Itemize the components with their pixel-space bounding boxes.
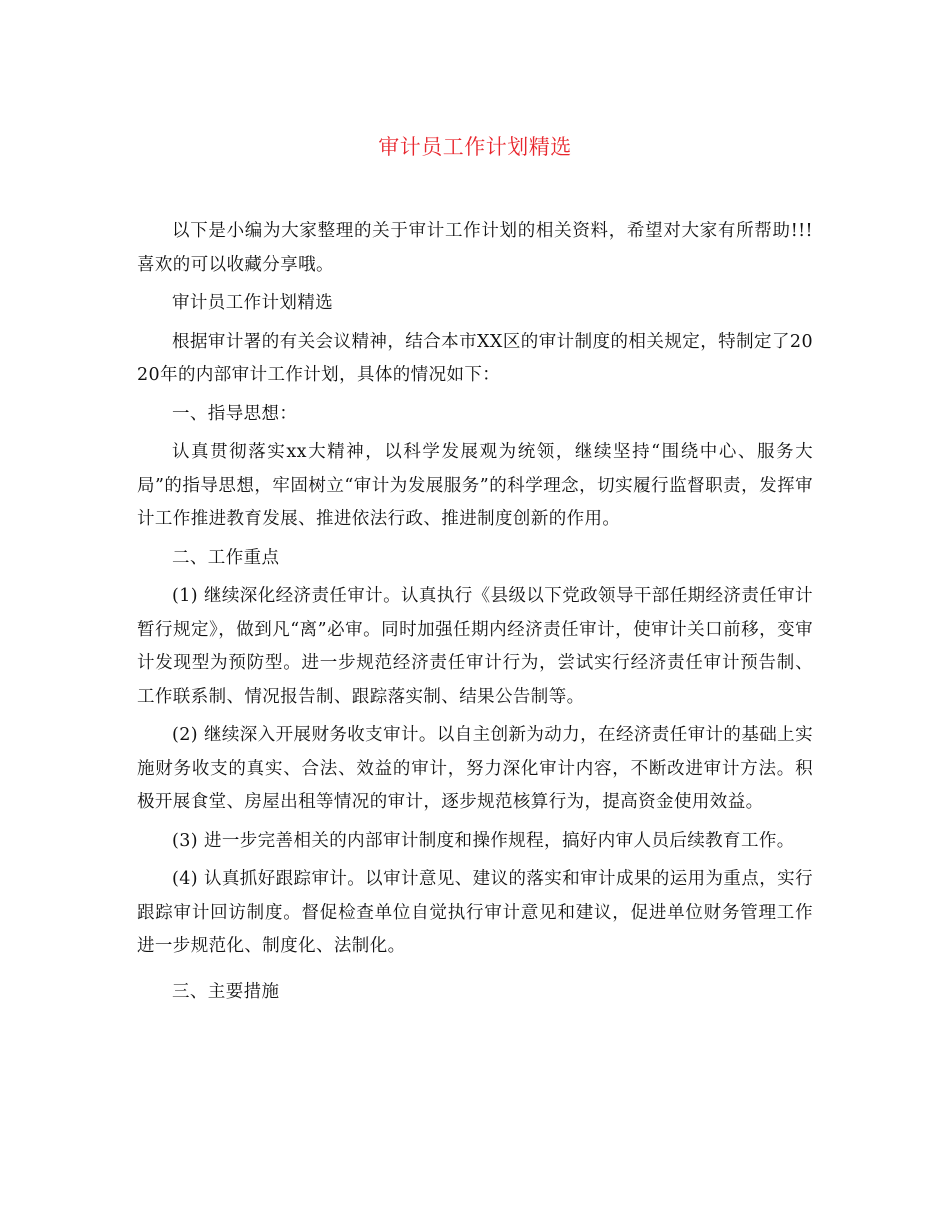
intro-paragraph: 以下是小编为大家整理的关于审计工作计划的相关资料，希望对大家有所帮助!!!喜欢的可以收藏分享哦。 [137,221,813,275]
section-heading-work-focus: 二、工作重点 [172,547,280,568]
work-focus-item-4: (4) 认真抓好跟踪审计。以审计意见、建议的落实和审计成果的运用为重点，实行跟踪审计回访制度。督促检查单位自觉执行审计意见和建议，促进单位财务管理工作进一步规范化、制度化、法制化。 [137,869,813,956]
section-heading-guiding-thought: 一、指导思想： [172,403,298,424]
document-body [137,215,813,1014]
document-title: 审计员工作计划精选 [378,135,572,159]
work-focus-item-3: (3) 进一步完善相关的内部审计制度和操作规程，搞好内审人员后续教育工作。 [172,830,795,851]
background-paragraph: 根据审计署的有关会议精神，结合本市XX区的审计制度的相关规定，特制定了2020年的内部审计工作计划，具体的情况如下： [137,331,813,385]
subtitle-paragraph: 审计员工作计划精选 [172,293,334,313]
guiding-thought-paragraph: 认真贯彻落实xx大精神，以科学发展观为统领，继续坚持“围绕中心、服务大局”的指导思想，牢固树立“审计为发展服务”的科学理念，切实履行监督职责，发挥审计工作推进教育发展、推进依法行政、推进制度创新的作用。 [137,442,813,529]
work-focus-item-2: (2) 继续深入开展财务收支审计。以自主创新为动力，在经济责任审计的基础上实施财务收支的真实、合法、效益的审计，努力深化审计内容，不断改进审计方法。积极开展食堂、房屋出租等情况的审计，逐步规范核算行为，提高资金使用效益。 [137,725,813,812]
work-focus-item-1: (1) 继续深化经济责任审计。认真执行《县级以下党政领导干部任期经济责任审计暂行规定》，做到凡“离”必审。同时加强任期内经济责任审计，使审计关口前移，变审计发现型为预防型。进一步规范经济责任审计行为，尝试实行经济责任审计预告制、工作联系制、情况报告制、跟踪落实制、结果公告制等。 [137,586,813,707]
section-heading-main-measures: 三、主要措施 [172,981,280,1002]
